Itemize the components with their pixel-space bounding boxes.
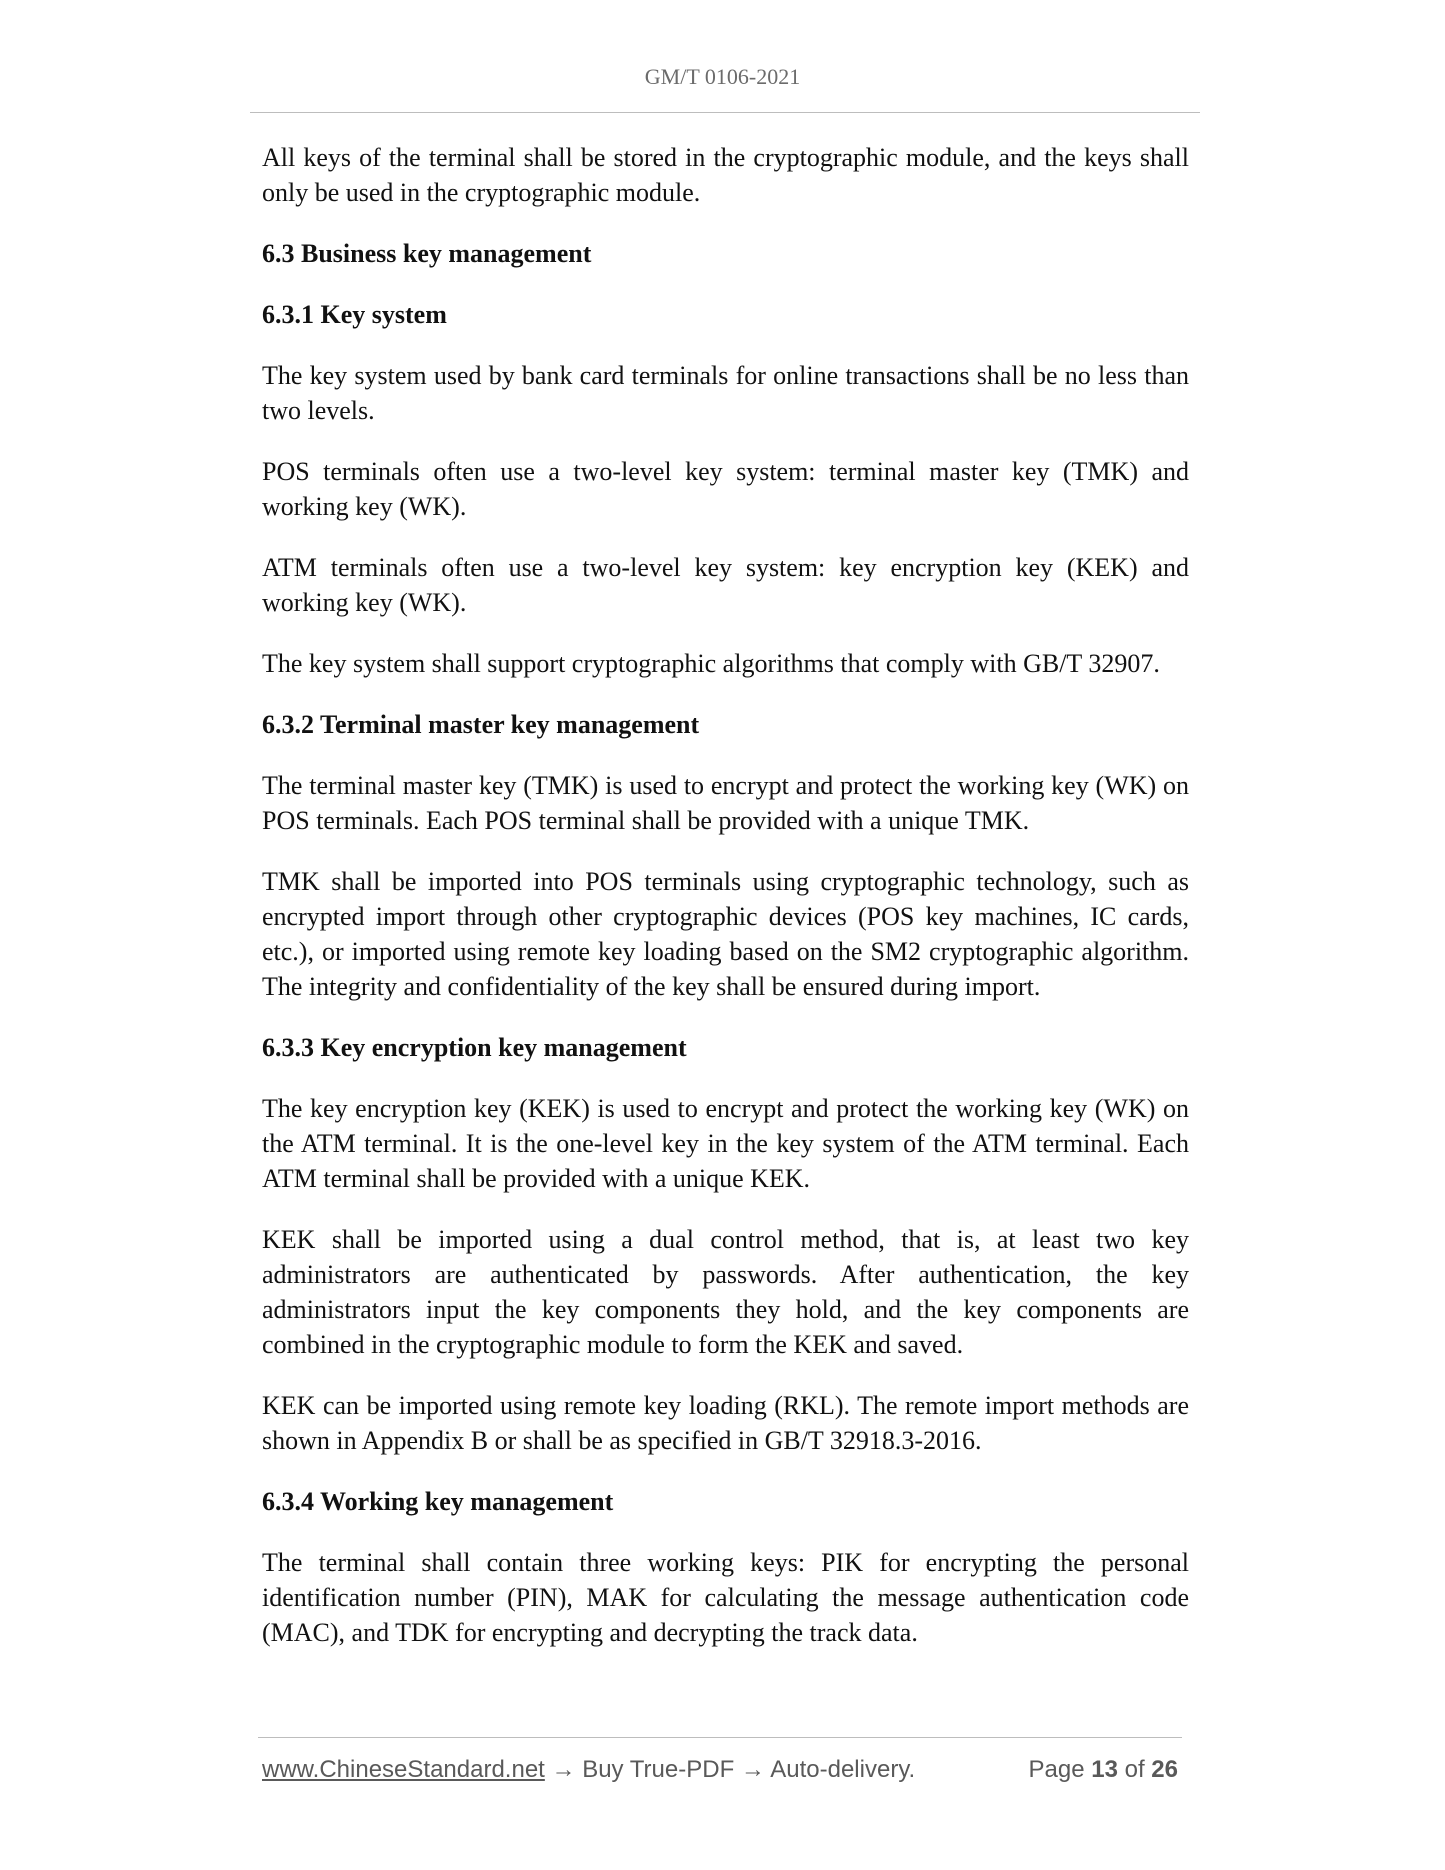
paragraph: KEK can be imported using remote key loading (RKL). The remote import methods are shown in Appendix B or shall be as specified in GB/T 32918.3-2016. [262, 1391, 1189, 1455]
footer-promo [262, 1756, 915, 1784]
paragraph: All keys of the terminal shall be stored in the cryptographic module, and the keys shall only be used in the cryptographic module. [262, 143, 1189, 207]
document-id-header: GM/T 0106-2021 [644, 64, 801, 89]
page-content [262, 140, 1189, 1676]
website-link[interactable]: www.ChineseStandard.net [262, 1756, 545, 1783]
page-label: Page [1028, 1756, 1085, 1783]
paragraph: ATM terminals often use a two-level key system: key encryption key (KEK) and working key (WK). [262, 553, 1189, 617]
footer-divider [258, 1737, 1182, 1738]
page-footer [262, 1756, 1182, 1788]
subsection-heading: 6.3.1 Key system [262, 300, 447, 329]
arrow-right-icon: → [551, 1756, 576, 1783]
paragraph: KEK shall be imported using a dual control method, that is, at least two key administrators are authenticated by passwords. After authentication, the key administrators input the key components they hold, and the key components are combined in the cryptographic module to form the KEK and saved. [262, 1225, 1189, 1359]
header-divider [250, 112, 1200, 113]
paragraph: The key system used by bank card terminals for online transactions shall be no less than two levels. [262, 361, 1189, 425]
total-pages-number: 26 [1151, 1756, 1178, 1783]
section-heading: 6.3 Business key management [262, 239, 592, 268]
subsection-heading: 6.3.2 Terminal master key management [262, 710, 700, 739]
auto-delivery-text: Auto-delivery. [770, 1756, 916, 1783]
paragraph: TMK shall be imported into POS terminals using cryptographic technology, such as encrypted import through other cryptographic devices (POS key machines, IC cards, etc.), or imported using remote key loading based on the SM2 cryptographic algorithm. The integrity and confidentiality of the key shall be ensured during import. [262, 867, 1189, 1001]
page-indicator [1029, 1756, 1179, 1784]
paragraph: The terminal shall contain three working keys: PIK for encrypting the personal identification number (PIN), MAK for calculating the message authentication code (MAC), and TDK for encrypting and decrypting the track data. [262, 1548, 1189, 1647]
paragraph: The terminal master key (TMK) is used to encrypt and protect the working key (WK) on POS terminals. Each POS terminal shall be provided with a unique TMK. [262, 771, 1189, 835]
paragraph: The key encryption key (KEK) is used to encrypt and protect the working key (WK) on the ATM terminal. It is the one-level key in the key system of the ATM terminal. Each ATM terminal shall be provided with a unique KEK. [262, 1094, 1189, 1193]
subsection-heading: 6.3.4 Working key management [262, 1487, 614, 1516]
of-label: of [1124, 1756, 1145, 1783]
paragraph: POS terminals often use a two-level key system: terminal master key (TMK) and working key (WK). [262, 457, 1189, 521]
buy-pdf-text: Buy True-PDF [582, 1756, 735, 1783]
paragraph: The key system shall support cryptographic algorithms that comply with GB/T 32907. [262, 649, 1160, 678]
current-page-number: 13 [1091, 1756, 1118, 1783]
subsection-heading: 6.3.3 Key encryption key management [262, 1033, 687, 1062]
arrow-right-icon: → [740, 1756, 765, 1783]
